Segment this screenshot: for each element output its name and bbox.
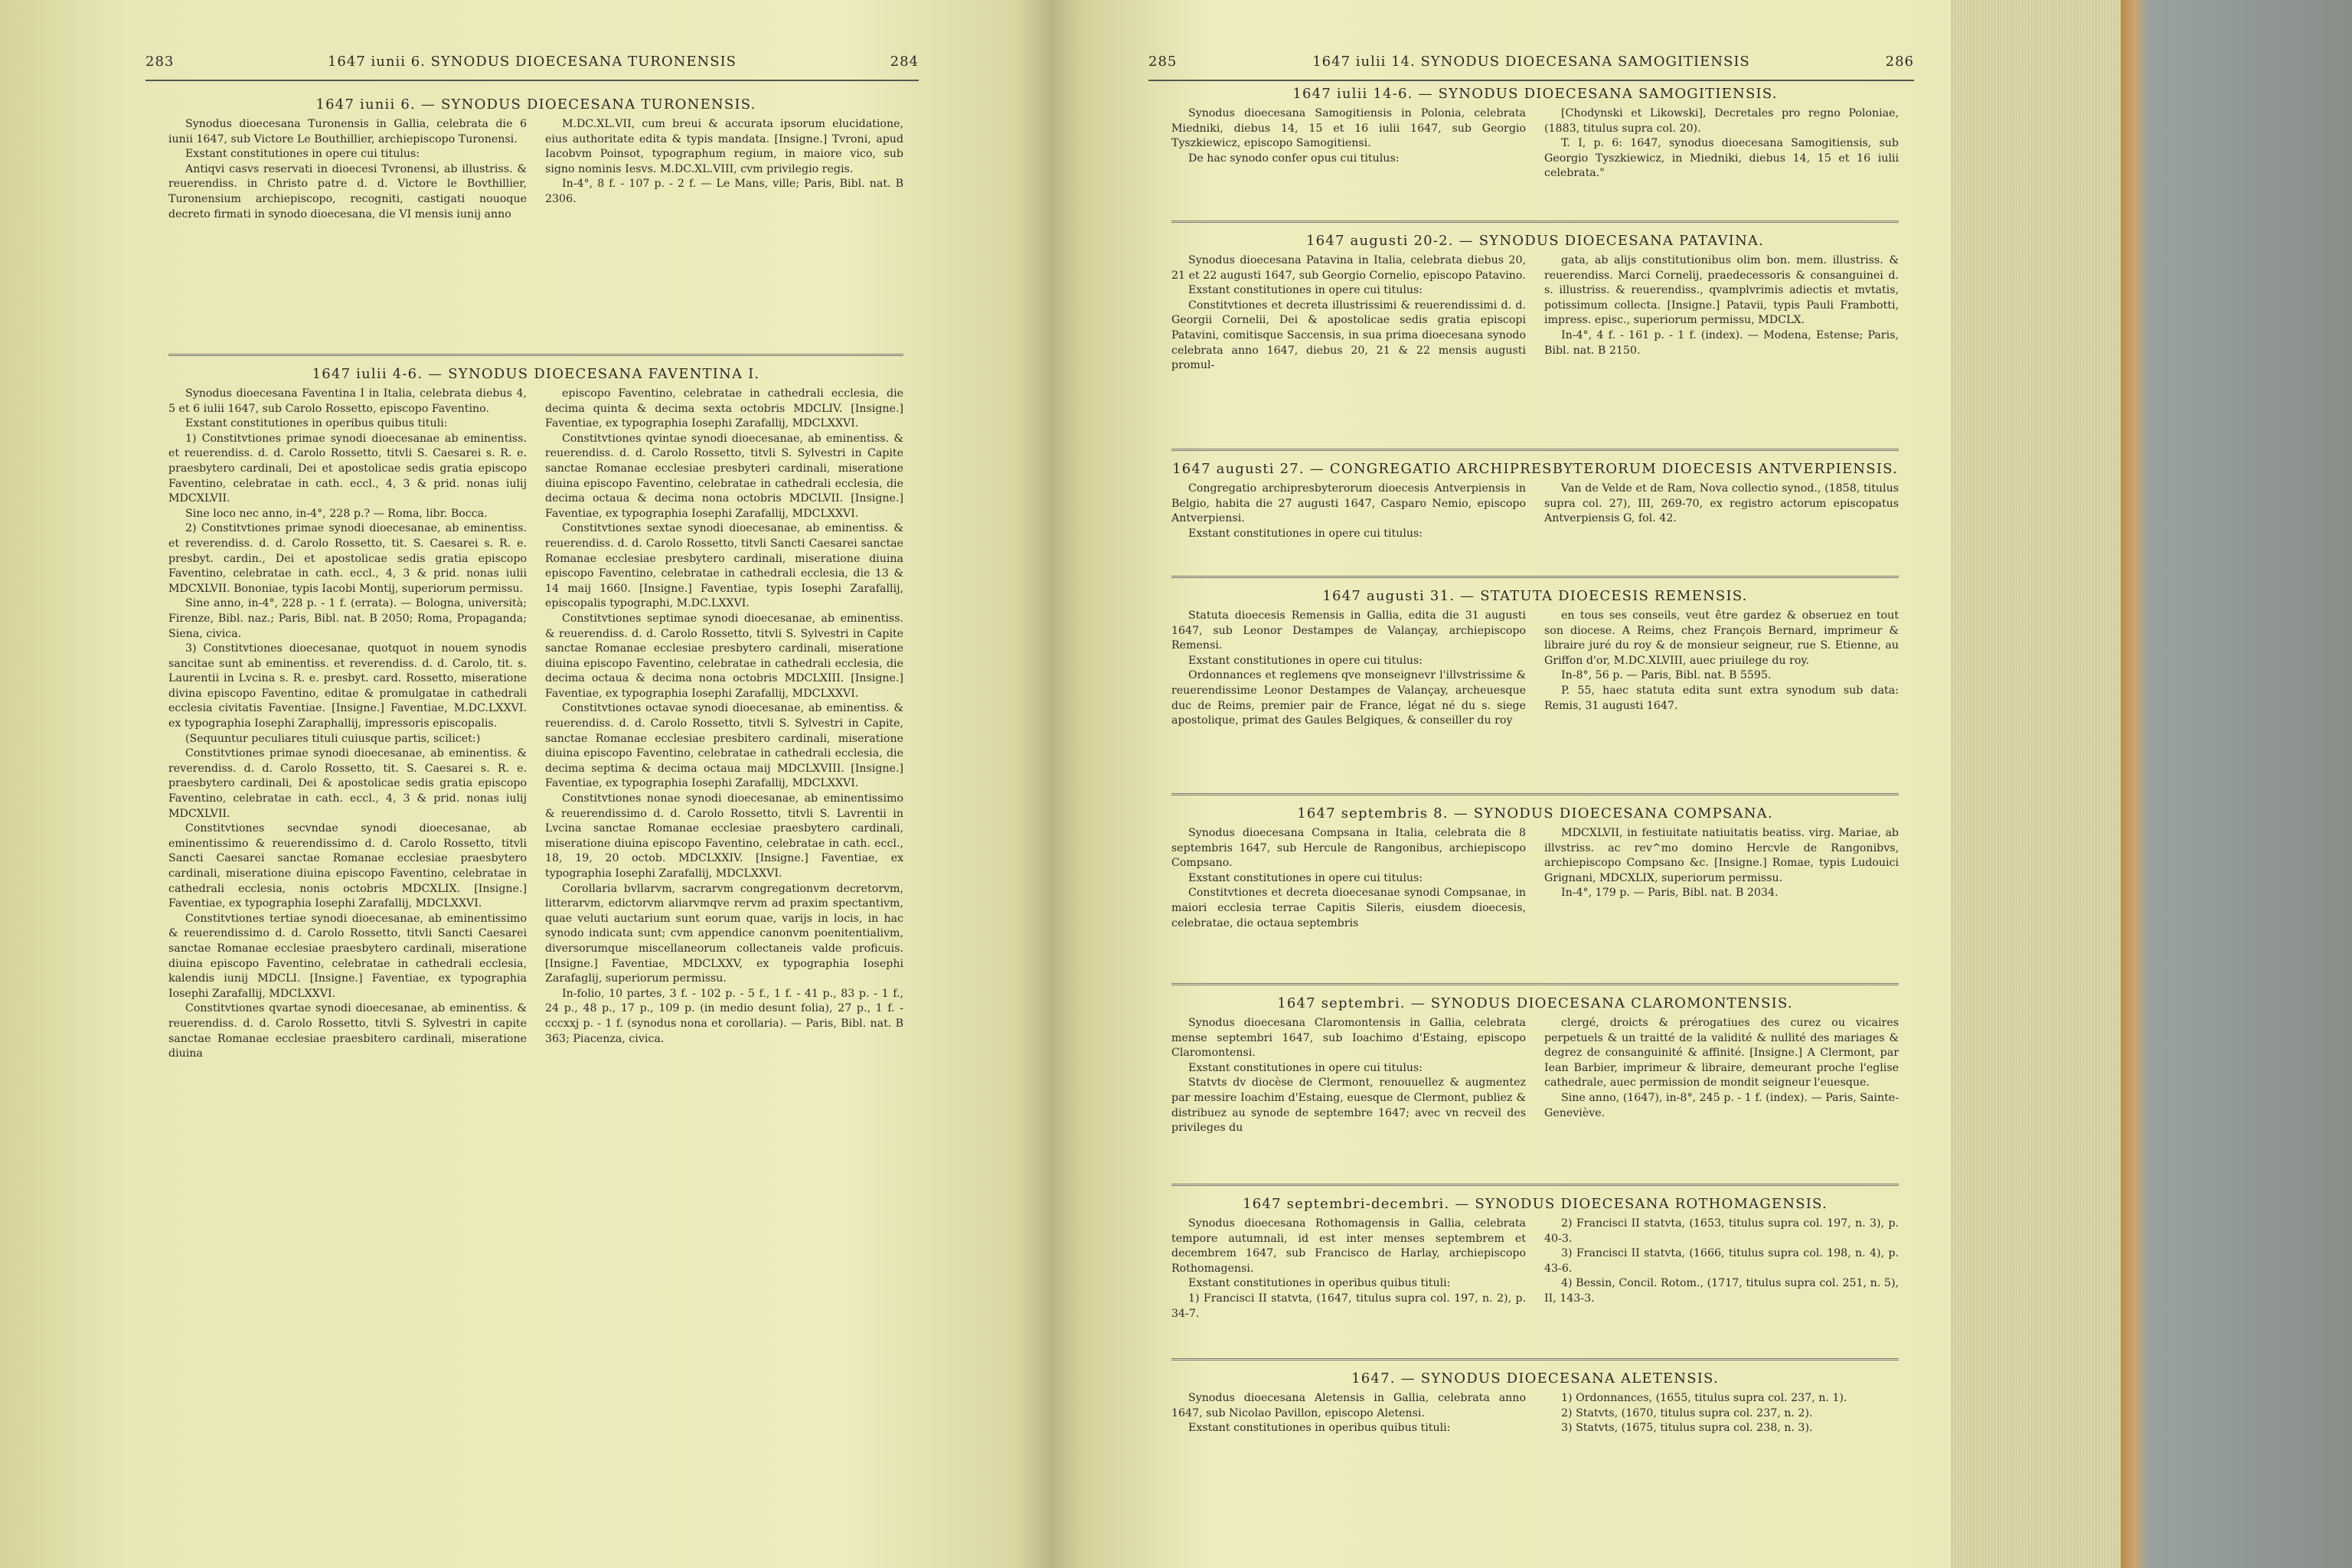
running-header-right <box>1148 54 1914 77</box>
text-column-left <box>1171 826 1526 931</box>
paragraph: Exstant constitutiones in opere cui titulus: <box>1188 654 1423 667</box>
header-title: 1647 iulii 14. SYNODUS DIOECESANA SAMOGITIENSIS <box>1312 54 1750 70</box>
section-title: 1647 septembri-decembri. — SYNODUS DIOECESANA ROTHOMAGENSIS. <box>1243 1196 1828 1212</box>
paragraph: Exstant constitutiones in operibus quibus tituli: <box>185 417 448 430</box>
text-column-left <box>1171 253 1526 374</box>
paragraph: 1) Ordonnances, (1655, titulus supra col. 237, n. 1). <box>1561 1392 1847 1404</box>
paragraph: Constitvtiones secvndae synodi dioecesanae, ab eminentissimo & reuerendissimo d. d. Carolo Rossetto, titvli Sancti Caesarei sanctae Romanae ecclesiae praesbytero cardinali, miseratione diuina episcopo Faventino, celebratae in cathedrali ecclesia, nonis octobris MDCXLIX. [Insigne.] Faventiae, ex typographia Iosephi Zarafallij, MDCLXXVI. <box>168 822 527 910</box>
text-column-right <box>1544 253 1899 374</box>
text-column-right <box>1544 1217 1899 1321</box>
paragraph: 3) Constitvtiones dioecesanae, quotquot in nouem synodis sancitae sunt ab eminentiss. et reverendiss. d. d. Carolo, tit. s. Laurentii in Lvcina s. R. e. presbyt. card. Rossetto, miseratione divina episcopo Faventino, editae & promulgatae in cathedrali ecclesia civitatis Faventiae. [Insigne.] Faventiae, M.DC.LXXVI. ex typographia Iosephi Zaraphallij, impressoris episcopalis. <box>168 642 527 730</box>
text-column-left <box>168 387 527 1062</box>
section-title: 1647 augusti 27. — CONGREGATIO ARCHIPRESBYTERORUM DIOECESIS ANTVERPIENSIS. <box>1172 461 1898 477</box>
paragraph: Synodus dioecesana Aletensis in Gallia, celebrata anno 1647, sub Nicolao Pavillon, episcopo Aletensi. <box>1171 1392 1526 1419</box>
paragraph: Synodus dioecesana Rothomagensis in Gallia, celebrata tempore autumnali, id est inter menses septembrem et decembrem 1647, sub Francisco de Harlay, archiepiscopo Rothomagensi. <box>1171 1217 1526 1275</box>
page-number: 283 <box>145 54 175 70</box>
text-column-left <box>168 117 527 222</box>
section-title: 1647 iulii 14-6. — SYNODUS DIOECESANA SAMOGITIENSIS. <box>1292 86 1778 102</box>
entry-section <box>1171 805 1899 931</box>
paragraph: 2) Francisci II statvta, (1653, titulus supra col. 197, n. 3), p. 40-3. <box>1544 1217 1899 1245</box>
text-column-left <box>1171 1016 1526 1136</box>
paragraph: In-4°, 179 p. — Paris, Bibl. nat. B 2034. <box>1561 887 1779 900</box>
paragraph: Exstant constitutiones in opere cui titulus: <box>1188 1061 1423 1074</box>
entry-section <box>1171 86 1899 181</box>
section-title: 1647 septembris 8. — SYNODUS DIOECESANA COMPSANA. <box>1297 805 1773 822</box>
paragraph: Constitvtiones nonae synodi dioecesanae, ab eminentissimo & reuerendissimo d. d. Carolo Rossetto, titvli S. Lavrentii in Lvcina sanctae Romanae ecclesiae praesbytero cardinali, miseratione diuina episcopo Faventino, celebratae in cath. eccl., 18, 19, 20 octob. MDCLXXIV. [Insigne.] Faventiae, ex typographia Iosephi Zarafallij, MDCLXXVI. <box>545 792 903 880</box>
paragraph: Synodus dioecesana Turonensis in Gallia, celebrata die 6 iunii 1647, sub Victore Le Bouthillier, archiepiscopo Turonensi. <box>168 118 527 145</box>
paragraph: [Chodynski et Likowski], Decretales pro regno Poloniae, (1883, titulus supra col. 20). <box>1544 107 1899 135</box>
paragraph: Constitvtiones tertiae synodi dioecesanae, ab eminentissimo & reuerendissimo d. d. Carolo Rossetto, titvli Sancti Caesarei sanctae Romanae ecclesiae praesbytero cardinali, miseratione diuina episcopo Faventino, celebratae in cathedrali ecclesia, kalendis iunij MDCLI. [Insigne.] Faventiae, ex typographia Iosephi Zarafallij, MDCLXXVI. <box>168 912 527 1000</box>
paragraph: 4) Bessin, Concil. Rotom., (1717, titulus supra col. 251, n. 5), II, 143-3. <box>1544 1277 1899 1305</box>
text-column-right <box>1544 482 1899 541</box>
paragraph: Synodus dioecesana Claromontensis in Gallia, celebrata mense septembri 1647, sub Ioachimo d'Estaing, episcopo Claromontensi. <box>1171 1017 1526 1060</box>
paragraph: Exstant constitutiones in opere cui titulus: <box>1188 527 1423 540</box>
paragraph: Synodus dioecesana Patavina in Italia, celebrata diebus 20, 21 et 22 augusti 1647, sub Georgio Cornelio, episcopo Patavino. <box>1171 254 1526 282</box>
paragraph: Exstant constitutiones in opere cui titulus: <box>1188 284 1423 297</box>
section-divider <box>1171 576 1899 578</box>
text-column-left <box>1171 1217 1526 1321</box>
paragraph: Constitvtiones qvintae synodi dioecesanae, ab eminentiss. & reuerendiss. d. d. Carolo Rossetto, titvli S. Sylvestri in Capite sanctae Romanae ecclesiae presbyteri cardinali, miseratione diuina episcopo Faventino, celebratae in cathedrali ecclesia, die decima octaua & decima nona octobris MDCLVII. [Insigne.] Faventiae, ex typographia Iosephi Zarafallij, MDCLXXVI. <box>545 432 903 520</box>
text-column-left <box>1171 482 1526 541</box>
paragraph: 2) Constitvtiones primae synodi dioecesanae, ab eminentiss. et reverendiss. d. d. Carolo Rossetto, tit. S. Caesarei s. R. e. presbyt. cardin., Dei et apostolicae sedis gratia episcopo Faventino, celebratae in cath. eccl., 4, 3 & prid. nonas iulii MDCXLVII. Bononiae, typis Iacobi Montij, superiorum permissu. <box>168 522 527 595</box>
section-divider <box>1171 1184 1899 1186</box>
paragraph: Constitvtiones et decreta dioecesanae synodi Compsanae, in maiori ecclesia terrae Capitis Sileris, eiusdem dioecesis, celebratae, die octaua septembris <box>1171 887 1526 929</box>
paragraph: 3) Statvts, (1675, titulus supra col. 238, n. 3). <box>1561 1422 1813 1435</box>
paragraph: Ordonnances et reglemens qve monseignevr l'illvstrissime & reuerendissime Leonor Destampes de Valançay, archeuesque duc de Reims, premier pair de France, légat né du s. siege apostolique, primat des Gaules Belgiques, & conseiller du roy <box>1171 669 1526 727</box>
section-divider <box>1171 793 1899 795</box>
header-title: 1647 iunii 6. SYNODUS DIOECESANA TURONENSIS <box>327 54 737 70</box>
paragraph: Synodus dioecesana Compsana in Italia, celebrata die 8 septembris 1647, sub Hercule de Rangonibus, archiepiscopo Compsano. <box>1171 827 1526 870</box>
book-cover <box>2121 0 2352 1568</box>
text-column-left <box>1171 609 1526 729</box>
paragraph: In-folio, 10 partes, 3 f. - 102 p. - 5 f., 1 f. - 41 p., 83 p. - 1 f., 24 p., 48 p., 17 p., 109 p. (in medio desunt folia), 27 p., 1 f. - cccxxj p. - 1 f. (synodus nona et corollaria). — Paris, Bibl. nat. B 363; Piacenza, civica. <box>545 987 903 1045</box>
paragraph: Statvts dv diocèse de Clermont, renouuellez & augmentez par messire Ioachim d'Estaing, euesque de Clermont, publiez & distribuez au synode de septembre 1647; avec vn recveil des privileges du <box>1171 1076 1526 1135</box>
paragraph: 1) Constitvtiones primae synodi dioecesanae ab eminentiss. et reuerendiss. d. d. Carolo Rossetto, titvli S. Caesarei s. R. e. praesbytero cardinali, Dei et apostolicae sedis gratia episcopo Faventino, celebratae in cath. eccl., 4, 3 & prid. nonas iulij MDCXLVII. <box>168 432 527 505</box>
text-column-right <box>545 387 903 1062</box>
paragraph: Constitvtiones qvartae synodi dioecesanae, ab eminentiss. & reuerendiss. d. d. Carolo Rossetto, titvli S. Sylvestri in capite sanctae Romanae ecclesiae praesbitero cardinali, miseratione diuina <box>168 1002 527 1060</box>
text-column-right <box>1544 1016 1899 1136</box>
section-divider <box>1171 1358 1899 1361</box>
section-title: 1647 iunii 6. — SYNODUS DIOECESANA TURONENSIS. <box>315 96 756 113</box>
paragraph: Antiqvi casvs reservati in dioecesi Tvronensi, ab illustriss. & reuerendiss. in Christo patre d. d. Victore le Bovthillier, Turonensium archiepiscopo, recogniti, castigati nouoque decreto firmati in synodo dioecesana, die VI mensis iunij anno <box>168 162 527 220</box>
text-column-right <box>545 117 903 222</box>
section-title: 1647 augusti 20-2. — SYNODUS DIOECESANA PATAVINA. <box>1305 233 1765 249</box>
section-title: 1647. — SYNODUS DIOECESANA ALETENSIS. <box>1351 1370 1719 1387</box>
paragraph: In-4°, 4 f. - 161 p. - 1 f. (index). — Modena, Estense; Paris, Bibl. nat. B 2150. <box>1544 328 1899 357</box>
paragraph: Constitvtiones septimae synodi dioecesanae, ab eminentiss. & reuerendiss. d. d. Carolo Rossetto, titvli S. Sylvestri in Capite sanctae Romanae ecclesiae presbytero cardinali, miseratione diuina episcopo Faventino, celebratae in cathedrali ecclesia, die decima octaua & decima nona octobris MDCLXIII. [Insigne.] Faventiae, ex typographia Iosephi Zarafallij, MDCLXXVI. <box>545 612 903 700</box>
header-rule <box>1148 80 1914 81</box>
entry-section <box>168 366 903 1062</box>
paragraph: Sine anno, in-4°, 228 p. - 1 f. (errata). — Bologna, università; Firenze, Bibl. naz.; Paris, Bibl. nat. B 2050; Roma, Propaganda; Siena, civica. <box>168 597 527 640</box>
text-column-right <box>1544 826 1899 931</box>
paragraph: en tous ses conseils, veut être gardez & obseruez en tout son diocese. A Reims, chez François Bernard, imprimeur & libraire juré du roy & de monsieur seigneur, rue S. Etienne, au Griffon d'or, M.DC.XLVIII, auec priuilege du roy. <box>1544 609 1899 667</box>
section-divider <box>1171 983 1899 985</box>
paragraph: Constitvtiones sextae synodi dioecesanae, ab eminentiss. & reuerendiss. d. d. Carolo Rossetto, titvli Sancti Caesarei sanctae Romanae ecclesiae presbytero cardinali, miseratione diuina episcopo Faventino, celebratae in cathedrali ecclesia, die 13 & 14 maij 1660. [Insigne.] Faventiae, typis Iosephi Zarafallij, episcopalis typographi, M.DC.LXXVI. <box>545 522 903 610</box>
paragraph: Congregatio archipresbyterorum dioecesis Antverpiensis in Belgio, habita die 27 augusti 1647, Casparo Nemio, episcopo Antverpiensi. <box>1171 482 1526 525</box>
text-column-right <box>1544 1391 1899 1436</box>
page-number: 285 <box>1148 54 1178 70</box>
paragraph: Exstant constitutiones in operibus quibus tituli: <box>1188 1422 1451 1435</box>
paragraph: Exstant constitutiones in opere cui titulus: <box>1188 871 1423 884</box>
running-header-left <box>145 54 919 77</box>
paragraph: Exstant constitutiones in opere cui titulus: <box>185 148 420 161</box>
header-rule <box>145 80 919 81</box>
paragraph: clergé, droicts & prérogatiues des curez ou vicaires perpetuels & un traitté de la validité & nullité des mariages & degrez de consanguinité & affinité. [Insigne.] A Clermont, par Iean Barbier, imprimeur & libraire, demeurant proche l'eglise cathedrale, auec permission de mondit seigneur l'euesque. <box>1544 1017 1899 1089</box>
paragraph: Statuta dioecesis Remensis in Gallia, edita die 31 augusti 1647, sub Leonor Destampes de Valançay, archiepiscopo Remensi. <box>1171 609 1526 652</box>
paragraph: De hac synodo confer opus cui titulus: <box>1188 152 1400 165</box>
section-divider <box>1171 449 1899 451</box>
entry-section <box>1171 1370 1899 1436</box>
section-title: 1647 iulii 4-6. — SYNODUS DIOECESANA FAVENTINA I. <box>312 366 760 382</box>
paragraph: Constitvtiones octavae synodi dioecesanae, ab eminentiss. & reuerendiss. d. d. Carolo Rossetto, titvli S. Sylvestri in Capite, sanctae Romanae ecclesiae presbitero cardinali, miseratione diuina episcopo Faventino, celebratae in cathedrali ecclesia, die decima septima & decima octaua maij MDCLXVIII. [Insigne.] Faventiae, ex typographia Iosephi Zarafallij, MDCLXXVI. <box>545 702 903 790</box>
paragraph: Synodus dioecesana Samogitiensis in Polonia, celebrata Miedniki, diebus 14, 15 et 16 iulii 1647, sub Georgio Tyszkiewicz, episcopo Samogitiensi. <box>1171 107 1526 150</box>
entry-section <box>1171 995 1899 1136</box>
paragraph: Constitvtiones primae synodi dioecesanae, ab eminentiss. & reverendiss. d. d. Carolo Rossetto, tit. S. Caesarei s. R. e. praesbytero cardinali, Dei & apostolicae sedis gratia episcopo Faventino, celebratae in cath. eccl., 4, 3 & prid. nonas iulij MDCXLVII. <box>168 747 527 820</box>
paragraph: gata, ab alijs constitutionibus olim bon. mem. illustriss. & reuerendiss. Marci Cornelij, praedecessoris & consanguinei d. s. illustriss. & reuerendiss., qvamplvrimis adiectis et mvtatis, potissimum collecta. [Insigne.] Patavii, typis Pauli Frambotti, impress. episc., superiorum permissu, MDCLX. <box>1544 254 1899 327</box>
paragraph: MDCXLVII, in festiuitate natiuitatis beatiss. virg. Mariae, ab illvstriss. ac rev^mo domino Hercvle de Rangonibvs, archiepiscopo Compsano &c. [Insigne.] Romae, typis Ludouici Grignani, MDCXLIX, superiorum permissu. <box>1544 827 1899 884</box>
entry-section <box>168 96 903 222</box>
paragraph: 3) Francisci II statvta, (1666, titulus supra col. 198, n. 4), p. 43-6. <box>1544 1247 1899 1275</box>
paragraph: Constitvtiones et decreta illustrissimi & reuerendissimi d. d. Georgii Cornelii, Dei & apostolicae sedis gratia episcopi Patavini, comitisque Saccensis, in sua prima dioecesana synodo celebrata anno 1647, diebus 20, 21 & 22 mensis augusti promul- <box>1171 299 1526 372</box>
section-divider <box>1171 220 1899 223</box>
paragraph: P. 55, haec statuta edita sunt extra synodum sub data: Remis, 31 augusti 1647. <box>1544 684 1899 712</box>
paragraph: In-8°, 56 p. — Paris, Bibl. nat. B 5595. <box>1561 669 1772 682</box>
paragraph: episcopo Faventino, celebratae in cathedrali ecclesia, die decima quinta & decima sexta octobris MDCLIV. [Insigne.] Faventiae, ex typographia Iosephi Zarafallij, MDCLXXVI. <box>545 387 903 430</box>
entry-section <box>1171 461 1899 541</box>
left-page <box>0 0 949 1568</box>
paragraph: Synodus dioecesana Faventina I in Italia, celebrata diebus 4, 5 et 6 iulii 1647, sub Carolo Rossetto, episcopo Faventino. <box>168 387 527 415</box>
section-title: 1647 augusti 31. — STATUTA DIOECESIS REMENSIS. <box>1322 588 1748 604</box>
page-number: 284 <box>890 54 919 70</box>
entry-section <box>1171 588 1899 729</box>
paragraph: 1) Francisci II statvta, (1647, titulus supra col. 197, n. 2), p. 34-7. <box>1171 1292 1526 1320</box>
paragraph: Sine loco nec anno, in-4°, 228 p.? — Roma, libr. Bocca. <box>185 507 488 520</box>
text-column-right <box>1544 609 1899 729</box>
section-title: 1647 septembri. — SYNODUS DIOECESANA CLAROMONTENSIS. <box>1277 995 1793 1011</box>
paragraph: (Sequuntur peculiares tituli cuiusque partis, scilicet:) <box>185 732 481 745</box>
paragraph: Exstant constitutiones in operibus quibus tituli: <box>1188 1277 1451 1290</box>
paragraph: Sine anno, (1647), in-8°, 245 p. - 1 f. (index). — Paris, Sainte-Geneviève. <box>1544 1091 1899 1119</box>
text-column-left <box>1171 1391 1526 1436</box>
page-edges <box>1951 0 2121 1568</box>
entry-section <box>1171 233 1899 374</box>
paragraph: In-4°, 8 f. - 107 p. - 2 f. — Le Mans, ville; Paris, Bibl. nat. B 2306. <box>545 178 903 205</box>
entry-section <box>1171 1196 1899 1321</box>
section-divider <box>168 354 903 356</box>
page-number: 286 <box>1885 54 1914 70</box>
paragraph: T. I, p. 6: 1647, synodus dioecesana Samogitiensis, sub Georgio Tyszkiewicz, in Miedniki, diebus 14, 15 et 16 iulii celebrata." <box>1544 137 1899 180</box>
paragraph: Corollaria bvllarvm, sacrarvm congregationvm decretorvm, litterarvm, edictorvm aliarvmqve rervm ad praxim spectantivm, quae veluti auctarium sunt eorum quae, varijs in locis, in hac synodo indicata sunt; cvm appendice canonvm poenitentialivm, diversorumque miscellaneorum collectaneis valde proficuis. [Insigne.] Faventiae, MDCLXXV, ex typographia Iosephi Zarafaglij, superiorum permissu. <box>545 882 903 985</box>
text-column-left <box>1171 106 1526 181</box>
paragraph: 2) Statvts, (1670, titulus supra col. 237, n. 2). <box>1561 1406 1813 1419</box>
text-column-right <box>1544 106 1899 181</box>
paragraph: Van de Velde et de Ram, Nova collectio synod., (1858, titulus supra col. 27), III, 269-70, ex registro actorum episcopatus Antverpiensis G, fol. 42. <box>1544 482 1899 525</box>
paragraph: M.DC.XL.VII, cum breui & accurata ipsorum elucidatione, eius authoritate edita & typis mandata. [Insigne.] Tvroni, apud Iacobvm Poinsot, typographum regium, in maiore vico, sub signo nominis Iesvs. M.DC.XL.VIII, cvm privilegio regis. <box>545 118 903 175</box>
right-page <box>1003 0 1945 1568</box>
